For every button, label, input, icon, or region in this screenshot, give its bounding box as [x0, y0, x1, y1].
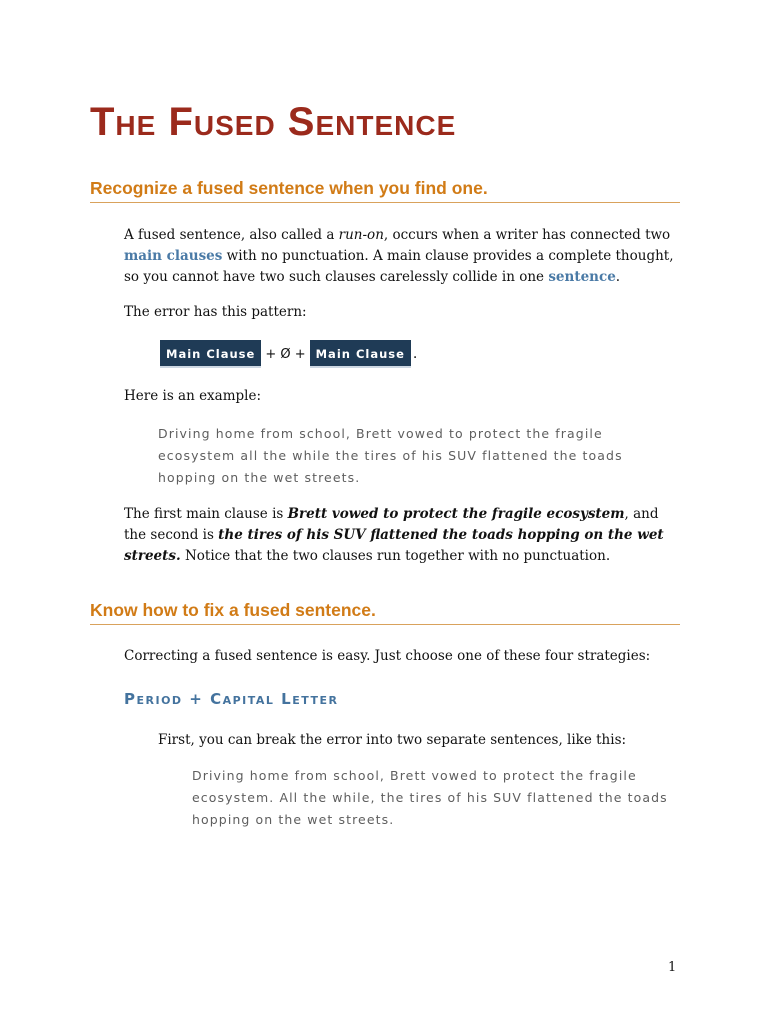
example-line: hopping on the wet streets.	[192, 812, 395, 827]
explain-text: , and the second is	[124, 506, 659, 543]
first-clause: Brett vowed to protect the fragile ecosystem	[287, 506, 625, 522]
example-line: Driving home from school, Brett vowed to protect the fragile	[192, 768, 637, 783]
pattern-period: .	[412, 346, 418, 362]
run-on-term: run-on	[338, 227, 384, 243]
example-line: ecosystem all the while the tires of his SUV flattened the toads	[158, 448, 623, 463]
main-clause-box: Main Clause	[310, 340, 411, 368]
corrected-example-block	[192, 765, 668, 831]
example-intro: Here is an example:	[124, 388, 262, 404]
strategy-text: First, you can break the error into two separate sentences, like this:	[158, 732, 627, 748]
page-number: 1	[668, 960, 677, 975]
example-line: Driving home from school, Brett vowed to protect the fragile	[158, 426, 603, 441]
fix-intro: Correcting a fused sentence is easy. Just choose one of these four strategies:	[124, 648, 651, 664]
main-clause-box: Main Clause	[160, 340, 261, 368]
pattern-operator: + Ø +	[265, 346, 306, 362]
page-title: The Fused Sentence	[90, 100, 457, 144]
example-line: hopping on the wet streets.	[158, 470, 361, 485]
intro-text: A fused sentence, also called a	[124, 227, 339, 243]
explain-text: The first main clause is	[124, 506, 288, 522]
explain-text: Notice that the two clauses run together with no punctuation.	[180, 548, 611, 564]
example-block	[158, 423, 623, 489]
explanation-paragraph	[124, 504, 684, 567]
sentence-link[interactable]: sentence	[548, 269, 616, 285]
error-pattern	[160, 340, 417, 368]
section-heading-fix: Know how to fix a fused sentence.	[90, 598, 680, 625]
second-clause: the tires of his SUV flattened the toads hopping on the wet streets.	[124, 527, 664, 564]
example-line: ecosystem. All the while, the tires of his SUV flattened the toads	[192, 790, 668, 805]
intro-text: with no punctuation. A main clause provides a complete thought, so you cannot have two such clauses carelessly collide in one	[124, 248, 674, 285]
strategy-heading: Period + Capital Letter	[124, 690, 339, 708]
main-clauses-link[interactable]: main clauses	[124, 248, 223, 264]
intro-text: .	[615, 269, 621, 285]
intro-text: , occurs when a writer has connected two	[383, 227, 671, 243]
intro-paragraph	[124, 225, 684, 288]
pattern-intro: The error has this pattern:	[124, 304, 307, 320]
section-heading-recognize: Recognize a fused sentence when you find one.	[90, 176, 680, 203]
